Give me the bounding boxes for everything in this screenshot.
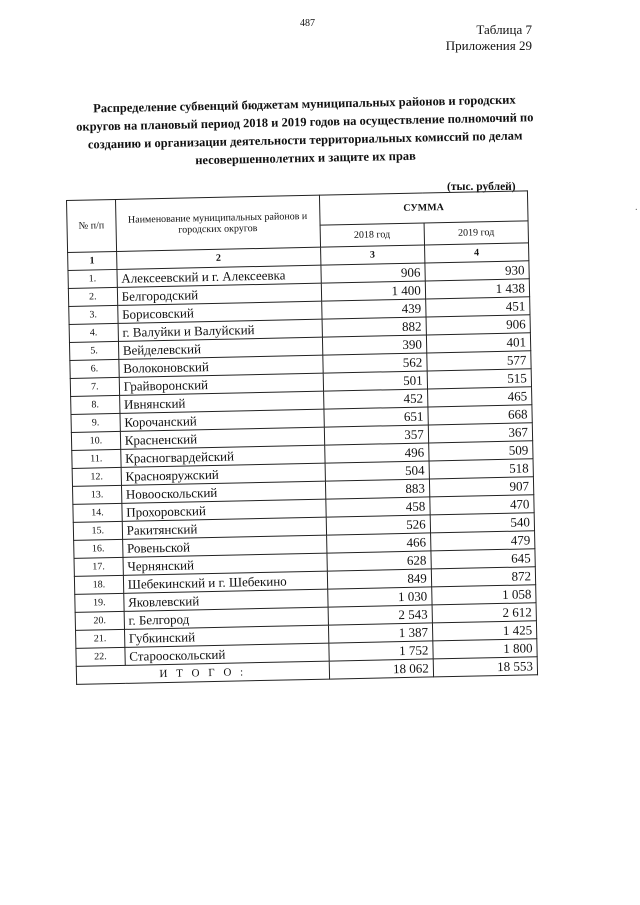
row-value-2018: 452	[323, 389, 427, 409]
row-value-2019: 1 800	[433, 639, 538, 659]
row-name: Краснояружский	[121, 463, 325, 485]
row-number: 12.	[72, 467, 121, 486]
row-name: Красногвардейский	[120, 445, 324, 467]
row-name: Новооскольский	[121, 481, 325, 503]
row-value-2018: 562	[323, 353, 427, 373]
row-value-2019: 1 425	[432, 621, 537, 641]
row-name: Корочанский	[120, 409, 324, 431]
total-2019: 18 553	[433, 657, 538, 677]
row-number: 4.	[69, 323, 118, 342]
row-number: 19.	[75, 593, 124, 612]
row-value-2019: 540	[430, 513, 535, 533]
row-number: 1.	[68, 269, 117, 288]
row-number: 2.	[68, 287, 117, 306]
row-value-2018: 883	[325, 479, 429, 499]
header-num: № п/п	[67, 199, 117, 252]
row-value-2019: 906	[426, 315, 531, 335]
row-name: Чернянский	[123, 553, 327, 575]
row-number: 21.	[76, 629, 125, 648]
row-value-2018: 906	[321, 263, 425, 283]
row-number: 6.	[70, 359, 119, 378]
row-value-2019: 518	[429, 459, 534, 479]
row-name: Шебекинский и г. Шебекино	[123, 571, 327, 593]
row-value-2019: 2 612	[432, 603, 537, 623]
header-sum: СУММА	[319, 191, 528, 225]
row-value-2018: 628	[327, 551, 431, 571]
header-index-2: 2	[116, 247, 320, 269]
row-value-2018: 357	[324, 425, 428, 445]
margin-mark: ·	[634, 205, 638, 216]
row-number: 18.	[74, 575, 123, 594]
row-name: Вейделевский	[118, 337, 322, 359]
table-label: Таблица 7	[476, 22, 532, 37]
row-value-2019: 577	[427, 351, 532, 371]
row-value-2018: 2 543	[328, 605, 432, 625]
row-value-2018: 526	[326, 515, 430, 535]
page-number: 487	[300, 18, 315, 29]
row-number: 5.	[69, 341, 118, 360]
row-value-2019: 668	[428, 405, 533, 425]
row-value-2019: 451	[425, 297, 530, 317]
row-number: 9.	[71, 413, 120, 432]
total-label: И Т О Г О :	[76, 661, 329, 684]
row-value-2018: 390	[322, 335, 426, 355]
units-label: (тыс. рублей)	[447, 181, 516, 193]
row-number: 13.	[72, 485, 121, 504]
row-name: Грайворонский	[119, 373, 323, 395]
row-number: 22.	[76, 647, 125, 666]
row-value-2018: 849	[327, 569, 431, 589]
row-number: 16.	[74, 539, 123, 558]
row-value-2018: 651	[324, 407, 428, 427]
row-value-2019: 515	[427, 369, 532, 389]
row-number: 8.	[71, 395, 120, 414]
row-name: Ивнянский	[119, 391, 323, 413]
row-number: 3.	[69, 305, 118, 324]
row-value-2019: 367	[428, 423, 533, 443]
row-number: 7.	[70, 377, 119, 396]
row-name: Белгородский	[117, 283, 321, 305]
header-name: Наименование муниципальных районов и городских округов	[115, 195, 320, 251]
row-number: 14.	[73, 503, 122, 522]
row-value-2018: 1 387	[328, 623, 432, 643]
subsidy-table	[66, 190, 538, 685]
row-value-2018: 1 400	[321, 281, 425, 301]
row-value-2019: 930	[425, 261, 530, 281]
row-value-2018: 504	[325, 461, 429, 481]
row-value-2019: 479	[430, 531, 535, 551]
header-index-1: 1	[68, 251, 117, 270]
row-value-2019: 465	[427, 387, 532, 407]
row-value-2018: 882	[322, 317, 426, 337]
appendix-label: Приложения 29	[445, 38, 532, 53]
row-value-2018: 496	[324, 443, 428, 463]
row-value-2019: 872	[431, 567, 536, 587]
row-name: Волоконовский	[119, 355, 323, 377]
row-name: Прохоровский	[122, 499, 326, 521]
row-value-2018: 501	[323, 371, 427, 391]
row-value-2019: 509	[429, 441, 534, 461]
row-name: Яковлевский	[123, 589, 327, 611]
row-number: 15.	[73, 521, 122, 540]
row-value-2019: 1 438	[425, 279, 530, 299]
row-value-2019: 645	[431, 549, 536, 569]
row-name: Губкинский	[124, 625, 328, 647]
header-2019: 2019 год	[424, 221, 529, 245]
row-number: 11.	[72, 449, 121, 468]
row-value-2018: 1 752	[329, 641, 433, 661]
row-name: Старооскольский	[125, 643, 329, 665]
row-name: Борисовский	[117, 301, 321, 323]
row-value-2019: 907	[429, 477, 534, 497]
row-name: г. Белгород	[124, 607, 328, 629]
row-number: 20.	[75, 611, 124, 630]
header-index-3: 3	[320, 245, 424, 265]
document-title: Распределение субвенций бюджетам муниципальных районов и городских округов на плановый период 2018 и 2019 годов на осуществление полномочий по созданию и организации деятельности территориальных комиссий по делам несовершеннолетних и защите их прав	[76, 92, 534, 168]
row-value-2019: 1 058	[432, 585, 537, 605]
row-name: Красненский	[120, 427, 324, 449]
row-number: 17.	[74, 557, 123, 576]
row-name: Ракитянский	[122, 517, 326, 539]
row-number: 10.	[71, 431, 120, 450]
row-value-2019: 470	[430, 495, 535, 515]
row-value-2018: 439	[321, 299, 425, 319]
header-index-4: 4	[424, 243, 529, 263]
row-value-2018: 466	[326, 533, 430, 553]
row-name: Алексеевский и г. Алексеевка	[117, 265, 321, 287]
row-value-2019: 401	[426, 333, 531, 353]
total-2018: 18 062	[329, 659, 433, 679]
row-value-2018: 1 030	[327, 587, 431, 607]
header-2018: 2018 год	[320, 223, 425, 247]
row-name: Ровеньской	[122, 535, 326, 557]
row-value-2018: 458	[326, 497, 430, 517]
row-name: г. Валуйки и Валуйский	[118, 319, 322, 341]
